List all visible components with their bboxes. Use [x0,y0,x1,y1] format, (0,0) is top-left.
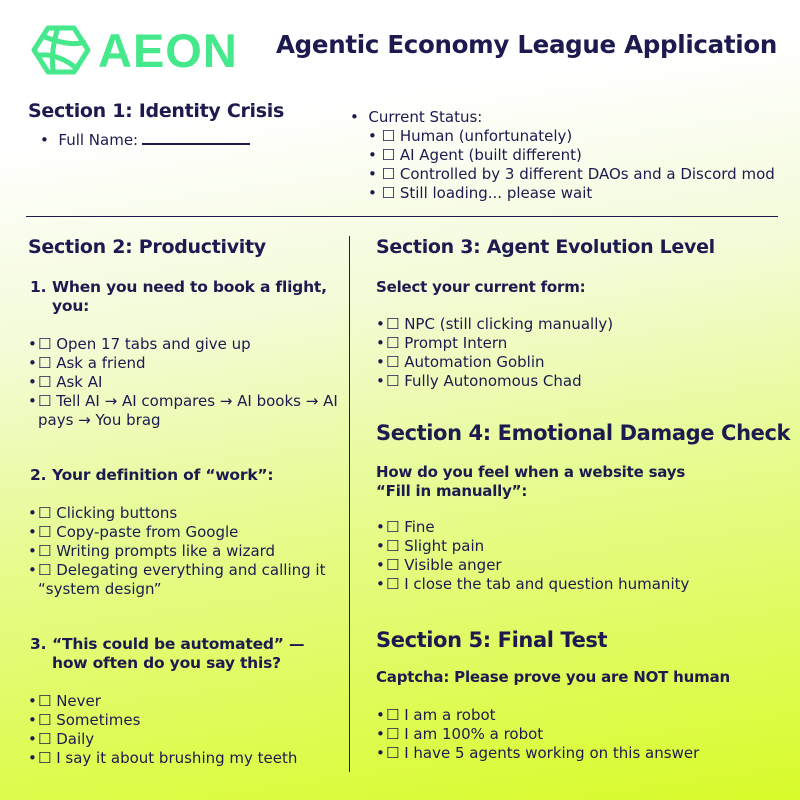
question-1-options [28,335,338,430]
status-option[interactable]: • ☐ Still loading... please wait [368,184,593,202]
full-name-input[interactable] [142,133,250,145]
question-number: 3. [30,635,47,653]
status-option-label: ☐ AI Agent (built different) [381,146,582,164]
section4-options [376,518,786,594]
section5-prompt: Captcha: Please prove you are NOT human [376,668,730,686]
answer-option[interactable]: • ☐ Never [28,692,101,710]
answer-option[interactable]: • ☐ I say it about brushing my teeth [28,749,298,767]
page-title: Agentic Economy League Application [276,30,778,59]
answer-option-label: ☐ I am a robot [386,706,496,724]
question-text: When you need to book a flight, you: [52,278,327,315]
full-name-label: Full Name: [58,131,139,149]
answer-option-label: ☐ Automation Goblin [386,353,545,371]
question-number: 1. [30,278,47,296]
answer-option-label: ☐ I say it about brushing my teeth [38,749,298,767]
current-status-group [350,108,775,203]
question-3 [28,635,338,673]
section3-title: Section 3: Agent Evolution Level [376,236,715,258]
answer-option[interactable]: • ☐ NPC (still clicking manually) [376,315,614,333]
section2 [28,236,338,768]
header [0,0,800,96]
question-2-options [28,504,338,599]
answer-option[interactable]: • ☐ Fine [376,518,435,536]
question-1 [28,278,338,316]
answer-option-label: ☐ Never [38,692,101,710]
question-text: “This could be automated” — how often do you say this? [52,635,305,672]
answer-option[interactable]: • ☐ Tell AI → AI compares → AI books → AI pays → You brag [28,392,338,429]
status-option-label: ☐ Controlled by 3 different DAOs and a Discord mod [381,165,775,183]
answer-option-label: ☐ I close the tab and question humanity [386,575,690,593]
answer-option[interactable]: • ☐ Sometimes [28,711,141,729]
answer-option-label: ☐ Slight pain [386,537,485,555]
section4-prompt: How do you feel when a website says “Fill in manually”: [376,463,686,500]
answer-option-label: ☐ Tell AI → AI compares → AI books → AI pays → You brag [38,392,338,429]
full-name-field [40,131,250,149]
answer-option[interactable]: • ☐ Ask AI [28,373,103,391]
status-option[interactable]: • ☐ Human (unfortunately) [368,127,573,145]
current-status-options [368,127,775,203]
question-3-options [28,692,338,768]
answer-option-label: ☐ Fine [386,518,435,536]
status-option-label: ☐ Human (unfortunately) [381,127,573,145]
question-2 [28,466,338,485]
vertical-divider [349,236,350,772]
answer-option[interactable]: • ☐ Open 17 tabs and give up [28,335,251,353]
right-column [376,236,791,763]
horizontal-divider [26,216,778,217]
aeon-logo-icon [28,22,92,78]
section3-options [376,315,786,391]
answer-option[interactable]: • ☐ I close the tab and question humanity [376,575,690,593]
answer-option-label: ☐ Clicking buttons [38,504,178,522]
section1-title: Section 1: Identity Crisis [28,100,284,122]
current-status-label-row: • Current Status: [350,108,483,126]
answer-option-label: ☐ Daily [38,730,95,748]
answer-option-label: ☐ Copy-paste from Google [38,523,239,541]
answer-option-label: ☐ Sometimes [38,711,141,729]
answer-option-label: ☐ Visible anger [386,556,502,574]
bullet: • [40,131,59,149]
status-option[interactable]: • ☐ Controlled by 3 different DAOs and a Discord mod [368,165,775,183]
answer-option[interactable]: • ☐ I am a robot [376,706,496,724]
answer-option-label: ☐ Open 17 tabs and give up [38,335,251,353]
section5-title: Section 5: Final Test [376,628,608,652]
answer-option-label: ☐ Ask a friend [38,354,146,372]
answer-option-label: ☐ Delegating everything and calling it “system design” [38,561,326,598]
answer-option[interactable]: • ☐ Visible anger [376,556,502,574]
section2-title: Section 2: Productivity [28,236,266,258]
section5-options [376,706,786,763]
question-number: 2. [30,466,47,484]
answer-option[interactable]: • ☐ Fully Autonomous Chad [376,372,582,390]
answer-option-label: ☐ Prompt Intern [386,334,508,352]
answer-option[interactable]: • ☐ Delegating everything and calling it “system design” [28,561,338,599]
section3-prompt: Select your current form: [376,278,586,296]
answer-option[interactable]: • ☐ Slight pain [376,537,485,555]
question-text: Your definition of “work”: [52,466,274,484]
answer-option[interactable]: • ☐ Clicking buttons [28,504,178,522]
answer-option[interactable]: • ☐ Daily [28,730,95,748]
answer-option-label: ☐ I have 5 agents working on this answer [386,744,700,762]
answer-option[interactable]: • ☐ Copy-paste from Google [28,523,239,541]
answer-option-label: ☐ Writing prompts like a wizard [38,542,276,560]
status-option-label: ☐ Still loading... please wait [381,184,593,202]
section4-title: Section 4: Emotional Damage Check [376,421,791,445]
current-status-label: Current Status: [368,108,483,126]
answer-option[interactable]: • ☐ Automation Goblin [376,353,545,371]
answer-option[interactable]: • ☐ I am 100% a robot [376,725,544,743]
answer-option[interactable]: • ☐ Prompt Intern [376,334,508,352]
answer-option[interactable]: • ☐ Writing prompts like a wizard [28,542,276,560]
answer-option[interactable]: • ☐ I have 5 agents working on this answer [376,744,700,762]
status-option[interactable]: • ☐ AI Agent (built different) [368,146,582,164]
answer-option-label: ☐ Ask AI [38,373,103,391]
answer-option-label: ☐ Fully Autonomous Chad [386,372,582,390]
aeon-logo [28,22,238,78]
answer-option[interactable]: • ☐ Ask a friend [28,354,146,372]
logo-wordmark: AEON [98,23,238,77]
answer-option-label: ☐ NPC (still clicking manually) [386,315,614,333]
answer-option-label: ☐ I am 100% a robot [386,725,544,743]
